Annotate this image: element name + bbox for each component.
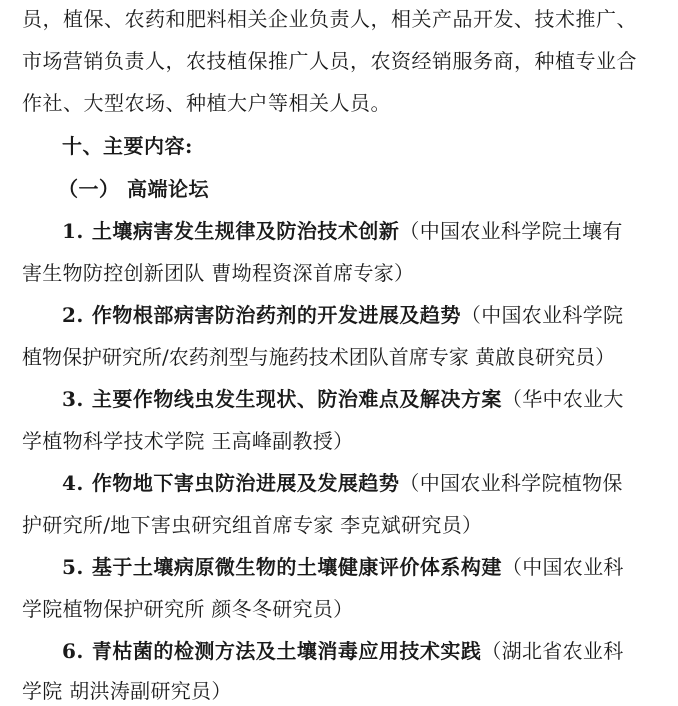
item-detail-cont: 植物保护研究所/农药剂型与施药技术团队首席专家 黄啟良研究员） [22,345,616,369]
list-item-6-line-a [62,638,624,664]
intro-line-3 [22,90,391,116]
list-item-2-line-a [62,302,623,328]
item-number: 1. [62,219,84,243]
section-heading [62,133,193,159]
list-item-1-line-b [22,260,414,286]
intro-text-2: 市场营销负责人，农技植保推广人员，农资经销服务商，种植专业合 [22,49,637,73]
list-item-6-line-b [22,678,232,704]
item-detail: （中国农业科学院植物保 [399,471,623,495]
item-detail: （华中农业大 [501,387,624,411]
intro-line-1 [22,6,637,32]
item-detail-cont: 学院 胡洪涛副研究员） [22,679,232,703]
intro-text-3: 作社、大型农场、种植大户等相关人员。 [22,91,391,115]
intro-text-1: 员，植保、农药和肥料相关企业负责人，相关产品开发、技术推广、 [22,7,637,31]
intro-line-2 [22,48,637,74]
item-title: 作物根部病害防治药剂的开发进展及趋势 [91,303,461,327]
section-subheading-text: （一） 高端论坛 [58,177,209,201]
item-detail: （中国农业科学院土壤有 [399,219,623,243]
list-item-5-line-b [22,596,353,622]
item-detail: （中国农业科学院 [460,303,624,327]
item-detail-cont: 学院植物保护研究所 颜冬冬研究员） [22,597,354,621]
item-detail-cont: 护研究所/地下害虫研究组首席专家 李克斌研究员） [22,513,483,537]
item-title: 基于土壤病原微生物的土壤健康评价体系构建 [91,555,502,579]
list-item-5-line-a [62,554,624,580]
list-item-1-line-a [62,218,623,244]
item-title: 作物地下害虫防治进展及发展趋势 [91,471,400,495]
item-title: 土壤病害发生规律及防治技术创新 [91,219,400,243]
item-number: 2. [62,303,84,327]
item-detail: （中国农业科 [501,555,624,579]
item-detail-cont: 害生物防控创新团队 曹坳程资深首席专家） [22,261,415,285]
section-subheading [58,176,209,202]
item-detail: （湖北省农业科 [481,639,624,663]
item-number: 4. [62,471,84,495]
item-number: 5. [62,555,84,579]
list-item-2-line-b [22,344,615,370]
item-title: 青枯菌的检测方法及土壤消毒应用技术实践 [91,639,482,663]
item-number: 3. [62,387,84,411]
item-title: 主要作物线虫发生现状、防治难点及解决方案 [91,387,502,411]
list-item-4-line-b [22,512,482,538]
list-item-4-line-a [62,470,623,496]
list-item-3-line-b [22,428,353,454]
section-heading-text: 十、主要内容: [62,134,193,158]
item-detail-cont: 学植物科学技术学院 王高峰副教授） [22,429,354,453]
list-item-3-line-a [62,386,624,412]
item-number: 6. [62,639,84,663]
